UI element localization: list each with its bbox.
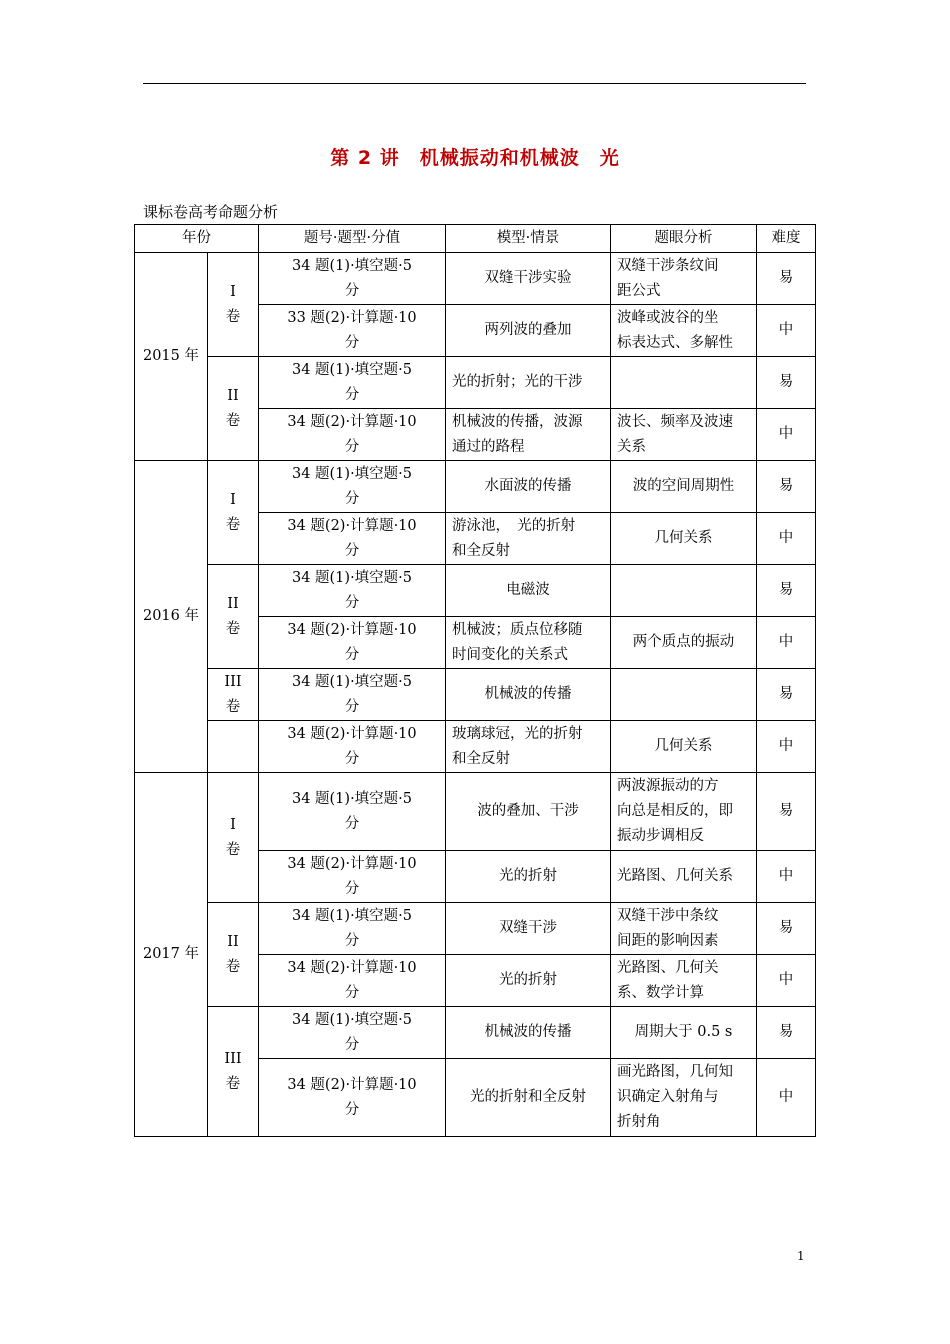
question-cell: 34 题(2)·计算题·10 分 (259, 617, 446, 669)
question-cell: 34 题(2)·计算题·10 分 (259, 851, 446, 903)
difficulty-cell: 中 (757, 513, 816, 565)
analysis-cell (611, 357, 757, 409)
year-cell: 2017 年 (135, 773, 208, 1137)
analysis-cell: 周期大于 0.5 s (611, 1007, 757, 1059)
difficulty-cell: 易 (757, 903, 816, 955)
model-cell: 水面波的传播 (446, 461, 611, 513)
model-cell: 机械波的传播，波源 通过的路程 (446, 409, 611, 461)
model-cell: 机械波；质点位移随 时间变化的关系式 (446, 617, 611, 669)
paper-cell: III 卷 (208, 1007, 259, 1137)
page-number: 1 (797, 1249, 805, 1263)
header-year: 年份 (135, 225, 259, 253)
question-cell: 34 题(1)·填空题·5 分 (259, 773, 446, 851)
table-row (135, 253, 816, 305)
analysis-cell: 两个质点的振动 (611, 617, 757, 669)
analysis-cell: 波长、频率及波速 关系 (611, 409, 757, 461)
question-cell: 34 题(1)·填空题·5 分 (259, 903, 446, 955)
difficulty-cell: 中 (757, 851, 816, 903)
lecture-title: 第 2 讲 机械振动和机械波 光 (330, 147, 620, 169)
question-cell: 34 题(1)·填空题·5 分 (259, 253, 446, 305)
difficulty-cell: 易 (757, 357, 816, 409)
model-cell: 双缝干涉 (446, 903, 611, 955)
paper-cell: II 卷 (208, 565, 259, 669)
table-row (135, 721, 816, 773)
year-cell: 2016 年 (135, 461, 208, 773)
model-cell: 双缝干涉实验 (446, 253, 611, 305)
question-cell: 34 题(2)·计算题·10 分 (259, 1059, 446, 1137)
difficulty-cell: 易 (757, 461, 816, 513)
table-row (135, 357, 816, 409)
difficulty-cell: 中 (757, 617, 816, 669)
exam-analysis-table (134, 224, 816, 1137)
table-row (135, 903, 816, 955)
question-cell: 34 题(1)·填空题·5 分 (259, 1007, 446, 1059)
table-row (135, 461, 816, 513)
analysis-cell: 光路图、几何关系 (611, 851, 757, 903)
difficulty-cell: 易 (757, 773, 816, 851)
difficulty-cell: 中 (757, 1059, 816, 1137)
model-cell: 光的折射 (446, 851, 611, 903)
question-cell: 34 题(2)·计算题·10 分 (259, 409, 446, 461)
analysis-cell: 画光路图，几何知 识确定入射角与 折射角 (611, 1059, 757, 1137)
paper-cell: I 卷 (208, 773, 259, 903)
table-row (135, 773, 816, 851)
difficulty-cell: 中 (757, 721, 816, 773)
paper-cell: II 卷 (208, 357, 259, 461)
header-difficulty: 难度 (757, 225, 816, 253)
model-cell: 游泳池， 光的折射 和全反射 (446, 513, 611, 565)
header-analysis: 题眼分析 (611, 225, 757, 253)
difficulty-cell: 易 (757, 1007, 816, 1059)
question-cell: 34 题(2)·计算题·10 分 (259, 721, 446, 773)
analysis-cell (611, 565, 757, 617)
model-cell: 玻璃球冠，光的折射 和全反射 (446, 721, 611, 773)
question-cell: 34 题(1)·填空题·5 分 (259, 461, 446, 513)
analysis-cell: 波的空间周期性 (611, 461, 757, 513)
model-cell: 波的叠加、干涉 (446, 773, 611, 851)
paper-cell: I 卷 (208, 461, 259, 565)
analysis-cell (611, 669, 757, 721)
table-row (135, 1007, 816, 1059)
paper-cell: I 卷 (208, 253, 259, 357)
paper-cell: III 卷 (208, 669, 259, 721)
year-cell: 2015 年 (135, 253, 208, 461)
model-cell: 机械波的传播 (446, 1007, 611, 1059)
difficulty-cell: 易 (757, 253, 816, 305)
paper-cell: II 卷 (208, 903, 259, 1007)
paper-cell-empty (208, 721, 259, 773)
model-cell: 光的折射 (446, 955, 611, 1007)
difficulty-cell: 中 (757, 305, 816, 357)
model-cell: 两列波的叠加 (446, 305, 611, 357)
analysis-cell: 几何关系 (611, 513, 757, 565)
header-question: 题号·题型·分值 (259, 225, 446, 253)
analysis-cell: 波峰或波谷的坐 标表达式、多解性 (611, 305, 757, 357)
question-cell: 34 题(2)·计算题·10 分 (259, 513, 446, 565)
difficulty-cell: 中 (757, 409, 816, 461)
table-caption: 课标卷高考命题分析 (143, 203, 279, 221)
header-rule (143, 83, 806, 84)
model-cell: 光的折射和全反射 (446, 1059, 611, 1137)
model-cell: 电磁波 (446, 565, 611, 617)
question-cell: 34 题(1)·填空题·5 分 (259, 669, 446, 721)
question-cell: 34 题(2)·计算题·10 分 (259, 955, 446, 1007)
table-row (135, 565, 816, 617)
difficulty-cell: 易 (757, 565, 816, 617)
table-header-row (135, 225, 816, 253)
question-cell: 34 题(1)·填空题·5 分 (259, 565, 446, 617)
analysis-cell: 光路图、几何关 系、数学计算 (611, 955, 757, 1007)
question-cell: 33 题(2)·计算题·10 分 (259, 305, 446, 357)
header-model: 模型·情景 (446, 225, 611, 253)
model-cell: 机械波的传播 (446, 669, 611, 721)
analysis-cell: 两波源振动的方 向总是相反的，即 振动步调相反 (611, 773, 757, 851)
question-cell: 34 题(1)·填空题·5 分 (259, 357, 446, 409)
analysis-cell: 双缝干涉中条纹 间距的影响因素 (611, 903, 757, 955)
difficulty-cell: 易 (757, 669, 816, 721)
analysis-cell: 双缝干涉条纹间 距公式 (611, 253, 757, 305)
model-cell: 光的折射；光的干涉 (446, 357, 611, 409)
analysis-cell: 几何关系 (611, 721, 757, 773)
table-row (135, 669, 816, 721)
difficulty-cell: 中 (757, 955, 816, 1007)
